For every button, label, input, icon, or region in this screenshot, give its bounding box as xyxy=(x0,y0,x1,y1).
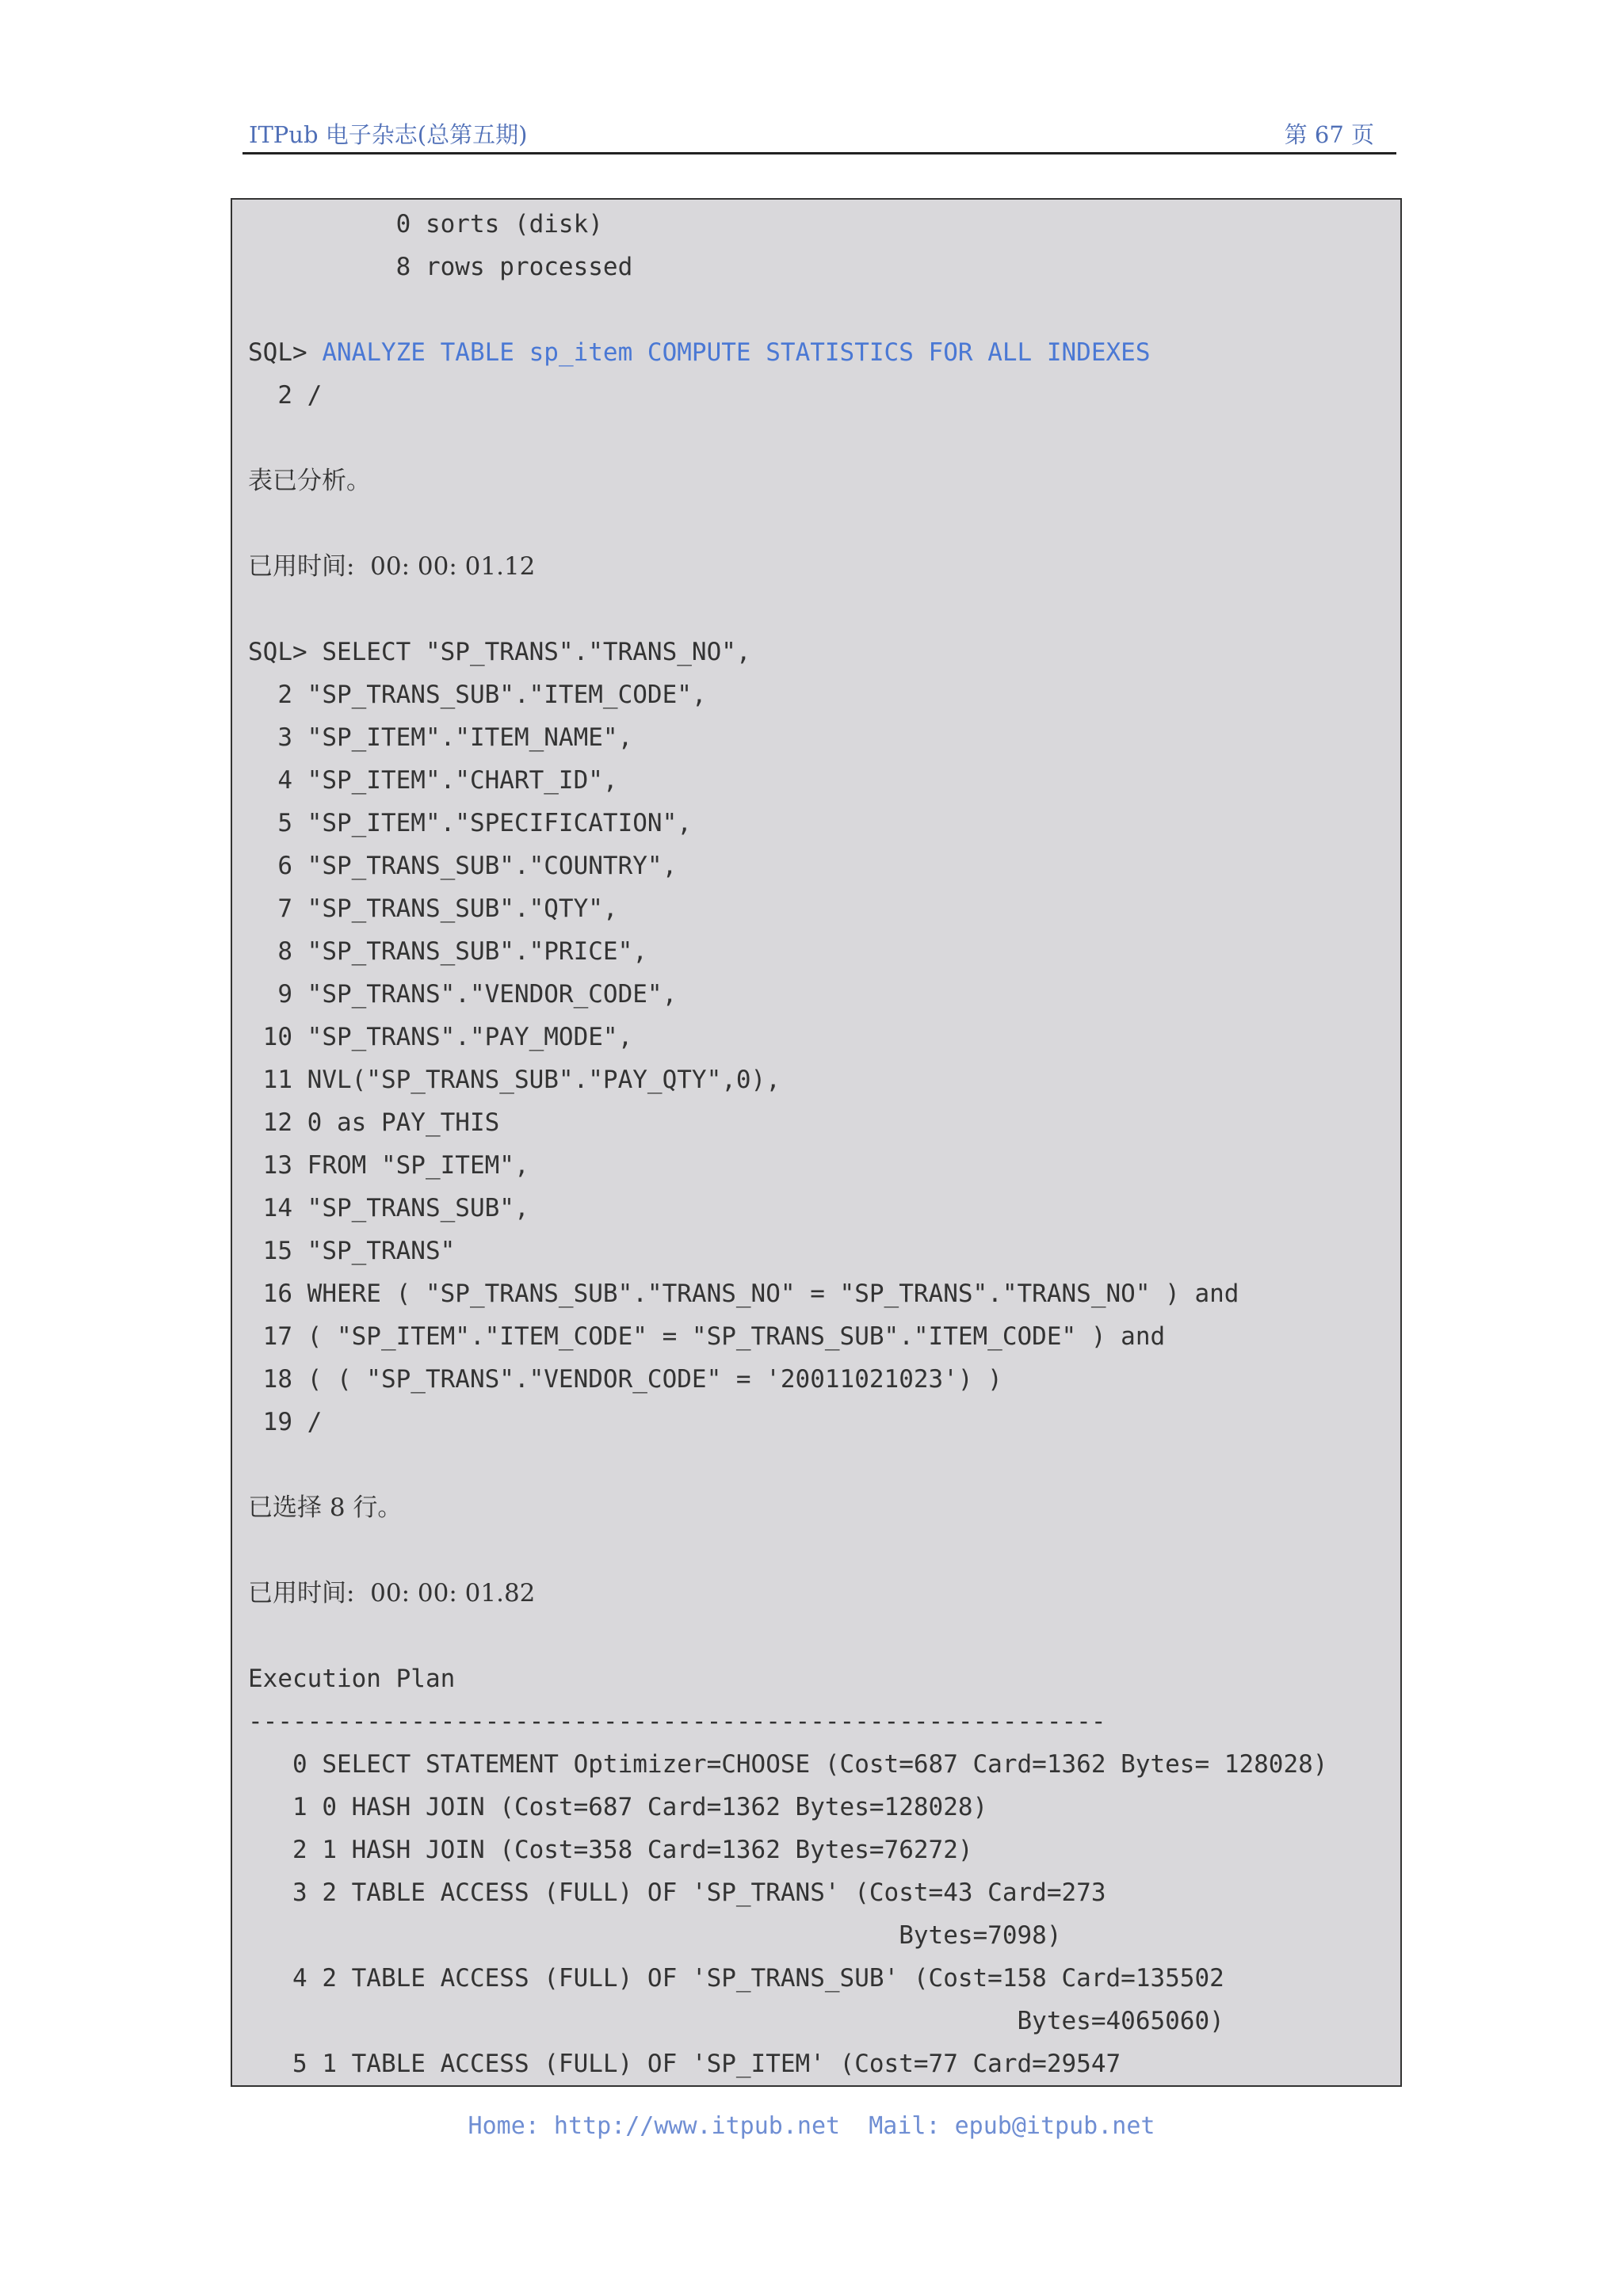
code-line: 10 "SP_TRANS"."PAY_MODE", xyxy=(248,1023,633,1051)
code-line xyxy=(248,588,1327,631)
code-line xyxy=(248,331,1327,374)
code-line: 0 SELECT STATEMENT Optimizer=CHOOSE (Cost=687 Card=1362 Bytes= 128028) xyxy=(248,1750,1328,1779)
code-line: Execution Plan xyxy=(248,1665,456,1693)
code-line: 12 0 as PAY_THIS xyxy=(248,1108,500,1137)
sql-prompt: SQL> xyxy=(248,338,323,367)
code-line xyxy=(248,1444,1327,1486)
code-line: 13 FROM "SP_ITEM", xyxy=(248,1151,529,1180)
sql-command: ANALYZE TABLE sp_item COMPUTE STATISTICS FOR ALL INDEXES xyxy=(322,338,1151,367)
code-line: 17 ( "SP_ITEM"."ITEM_CODE" = "SP_TRANS_SUB"."ITEM_CODE" ) and xyxy=(248,1322,1166,1351)
code-line: 14 "SP_TRANS_SUB", xyxy=(248,1194,529,1222)
code-line xyxy=(248,417,1327,460)
page-header xyxy=(242,117,1396,154)
code-line: 11 NVL("SP_TRANS_SUB"."PAY_QTY",0), xyxy=(248,1066,781,1094)
code-line: 已用时间: 00: 00: 01.12 xyxy=(248,552,536,581)
code-line: Bytes=7098) xyxy=(248,1921,1062,1950)
code-line: 3 "SP_ITEM"."ITEM_NAME", xyxy=(248,723,633,752)
code-line: 16 WHERE ( "SP_TRANS_SUB"."TRANS_NO" = "SP_TRANS"."TRANS_NO" ) and xyxy=(248,1280,1239,1308)
page-footer: Home: http://www.itpub.net Mail: epub@itpub.net xyxy=(468,2112,1155,2140)
code-line: 19 / xyxy=(248,1408,323,1436)
code-line: 6 "SP_TRANS_SUB"."COUNTRY", xyxy=(248,852,678,880)
code-line: 2 / xyxy=(248,381,323,410)
code-line: 表已分析。 xyxy=(248,467,371,495)
code-line xyxy=(248,1615,1327,1657)
code-line: 18 ( ( "SP_TRANS"."VENDOR_CODE" = '20011021023') ) xyxy=(248,1365,1002,1394)
code-line: SQL> SELECT "SP_TRANS"."TRANS_NO", xyxy=(248,638,751,666)
code-line: 已用时间: 00: 00: 01.82 xyxy=(248,1579,536,1608)
code-line: 5 1 TABLE ACCESS (FULL) OF 'SP_ITEM' (Cost=77 Card=29547 xyxy=(248,2050,1121,2078)
code-line: 2 1 HASH JOIN (Cost=358 Card=1362 Bytes=76272) xyxy=(248,1836,973,1864)
code-line: 7 "SP_TRANS_SUB"."QTY", xyxy=(248,894,618,923)
code-line: Bytes=4065060) xyxy=(248,2007,1224,2035)
code-line: 已选择 8 行。 xyxy=(248,1493,403,1522)
code-line: 0 sorts (disk) xyxy=(248,210,603,238)
code-line: 2 "SP_TRANS_SUB"."ITEM_CODE", xyxy=(248,681,707,709)
code-line: 4 2 TABLE ACCESS (FULL) OF 'SP_TRANS_SUB' (Cost=158 Card=135502 xyxy=(248,1964,1224,1993)
code-line xyxy=(248,1529,1327,1572)
code-line: 9 "SP_TRANS"."VENDOR_CODE", xyxy=(248,980,678,1009)
code-line: 3 2 TABLE ACCESS (FULL) OF 'SP_TRANS' (Cost=43 Card=273 xyxy=(248,1878,1106,1907)
code-line: 8 rows processed xyxy=(248,253,633,281)
code-line: 1 0 HASH JOIN (Cost=687 Card=1362 Bytes=128028) xyxy=(248,1793,988,1821)
code-line: 5 "SP_ITEM"."SPECIFICATION", xyxy=(248,809,692,837)
code-line xyxy=(248,288,1327,331)
code-line: 8 "SP_TRANS_SUB"."PRICE", xyxy=(248,937,647,966)
code-line xyxy=(248,502,1327,545)
magazine-title: ITPub 电子杂志(总第五期) xyxy=(249,121,528,148)
code-line: 4 "SP_ITEM"."CHART_ID", xyxy=(248,766,618,795)
code-line: 15 "SP_TRANS" xyxy=(248,1237,456,1265)
page-number: 第 67 页 xyxy=(1284,121,1374,148)
code-line: ---------------------------------------------------------- xyxy=(248,1707,1106,1736)
code-listing xyxy=(231,198,1402,2087)
code-lines xyxy=(248,203,1327,2085)
